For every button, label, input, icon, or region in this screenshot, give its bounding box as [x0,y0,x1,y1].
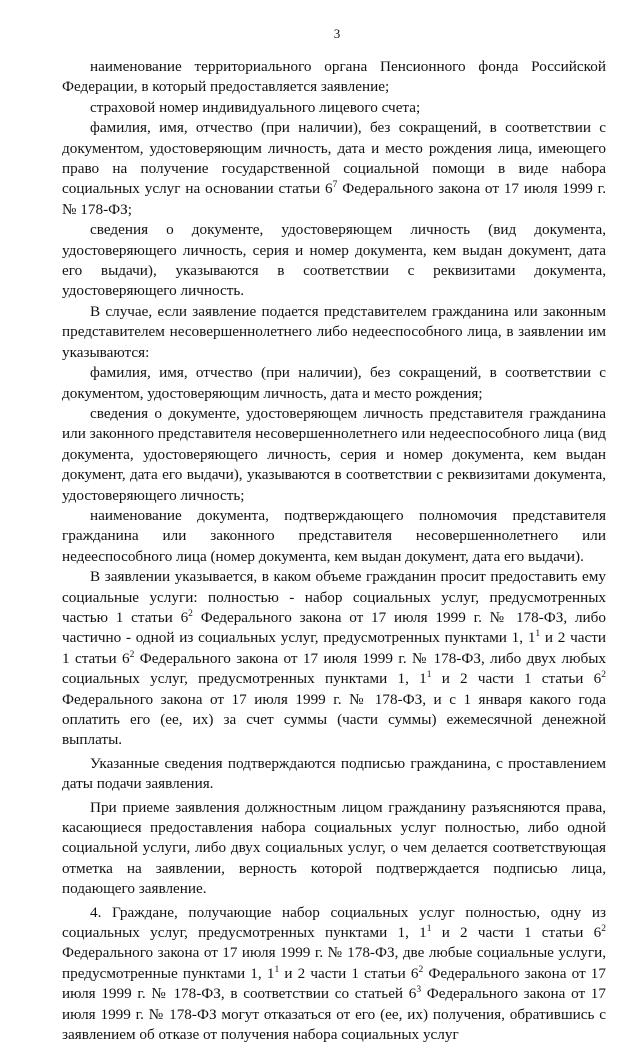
text-run: и 2 части 1 статьи 6 [62,629,607,667]
paragraph [62,220,606,302]
text-run: Федерального закона от 17 июля 1999 г. № 178-ФЗ, и с 1 января какого года оплатить его (ее, их) за счет суммы (части суммы) ежемесячной денежной выплаты. [62,690,606,749]
text-run: Федерального закона от 17 июля 1999 г. № 178-ФЗ, либо двух любых социальных услуг, предусмотренных пунктами 1, 1 [62,649,606,688]
text-run: Федерального закона от 17 июля 1999 г. № 178-ФЗ, либо частично - одной из социальных услуг, предусмотренных пунктами 1, 1 [62,608,606,647]
paragraph [62,903,606,1046]
superscript: 2 [601,670,606,681]
superscript: 2 [418,964,424,975]
paragraph [62,754,606,795]
paragraph [62,98,606,118]
superscript: 2 [601,924,606,935]
paragraph [62,567,606,751]
text-run: Указанные сведения подтверждаются подписью гражданина, с проставлением даты подачи заявления. [62,754,606,793]
text-run: наименование документа, подтверждающего полномочия представителя гражданина или законного представителя несовершеннолетнего или недееспособного лица (номер документа, кем выдан документ, дата его выдачи). [62,506,606,565]
paragraph [62,363,606,404]
superscript: 1 [426,924,432,935]
superscript: 7 [332,180,338,191]
page-number: 3 [333,26,341,41]
text-run: В случае, если заявление подается представителем гражданина или законным представителем несовершеннолетнего либо недееспособного лица, в заявлении им указываются: [62,302,606,361]
text-run: 4. Граждане, получающие набор социальных услуг полностью, одну из социальных услуг, предусмотренных пунктами 1, 1 [62,903,606,942]
text-run: и 2 части 1 статьи 6 [431,670,602,688]
text-run: Федерального закона от 17 июля 1999 г. № 178-ФЗ могут отказаться от его (ее, их) получения, обратившись с заявлением об отказе от получения набора социальных услуг [62,985,606,1044]
paragraph [62,302,606,363]
text-run: и 2 части 1 статьи 6 [279,964,419,982]
superscript: 1 [535,629,541,640]
text-run: сведения о документе, удостоверяющем личность (вид документа, удостоверяющего личность, серия и номер документа, кем выдан документ, дата его выдачи), указываются в соответствии с реквизитами документа, удостоверяющего личность. [62,221,606,300]
superscript: 1 [426,670,432,681]
text-run: страховой номер индивидуального лицевого счета; [90,98,421,116]
text-run: В заявлении указывается, в каком объеме гражданин просит предоставить ему социальные услуги: полностью - набор социальных услуг, предусмотренных частью 1 статьи 6 [62,568,606,626]
paragraph [62,798,606,900]
superscript: 3 [416,985,422,996]
paragraph [62,404,606,506]
text-run: фамилия, имя, отчество (при наличии), без сокращений, в соответствии с документом, удостоверяющим личность, дата и место рождения лица, имеющего право на получение государственной социальной помощи в виде набора социальных услуг на основании статьи 6 [62,119,606,198]
superscript: 1 [274,964,280,975]
text-run: Федерального закона от 17 июля 1999 г. № 178-ФЗ, две любые социальные услуги, предусмотренные пунктами 1, 1 [62,944,606,982]
superscript: 2 [129,649,135,660]
paragraph [62,118,606,220]
text-run: наименование территориального органа Пенсионного фонда Российской Федерации, в который предоставляется заявление; [62,58,606,96]
superscript: 2 [188,608,193,619]
paragraph [62,57,606,98]
text-run: Федерального закона от 17 июля 1999 г. № 178-ФЗ, в соответствии со статьей 6 [62,964,606,1003]
document-body [62,57,606,1046]
text-run: Федерального закона от 17 июля 1999 г. № 178-ФЗ; [62,180,606,218]
paragraph [62,506,606,567]
text-run: фамилия, имя, отчество (при наличии), без сокращений, в соответствии с документом, удостоверяющим личность, дата и место рождения; [62,364,606,402]
text-run: и 2 части 1 статьи 6 [431,924,602,942]
text-run: сведения о документе, удостоверяющем личность представителя гражданина или законного представителя несовершеннолетнего или недееспособного лица (вид документа, удостоверяющего личность, серия и номер документа, кем выдан документ, дата его выдачи), указываются в соответствии с реквизитами документа, удостоверяющего личность; [62,404,606,504]
text-run: При приеме заявления должностным лицом гражданину разъясняются права, касающиеся предоставления набора социальных услуг полностью, либо одной социальной услуги, либо двух социальных услуг, о чем делается соответствующая отметка на заявлении, верность которой подтверждается подписью лица, подающего заявление. [62,798,606,898]
